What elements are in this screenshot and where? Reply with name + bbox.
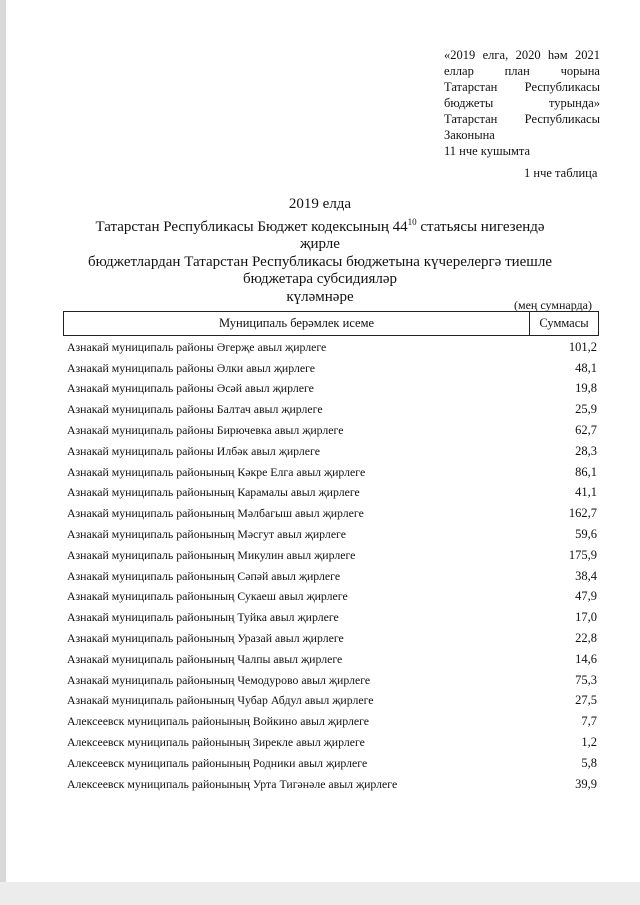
subsidy-amount: 25,9 — [575, 402, 597, 417]
table-row — [63, 337, 599, 358]
subsidy-amount: 7,7 — [581, 714, 597, 729]
subsidy-amount: 75,3 — [575, 672, 597, 687]
table-row — [63, 587, 599, 608]
subsidy-amount: 47,9 — [575, 589, 597, 604]
document-title — [80, 196, 560, 306]
municipality-name: Азнакай муниципаль районы Әлки авыл җирлеге — [67, 360, 316, 375]
municipality-name: Алексеевск муниципаль районының Урта Тигәнәле авыл җирлеге — [67, 776, 398, 791]
municipality-name: Азнакай муниципаль районының Кәкре Елга авыл җирлеге — [67, 464, 366, 479]
table-row — [63, 545, 599, 566]
municipality-name: Азнакай муниципаль районының Карамалы авыл җирлеге — [67, 485, 360, 500]
note-word: 2020 — [515, 48, 541, 62]
subsidy-amount: 1,2 — [581, 735, 597, 750]
table-row — [63, 483, 599, 504]
subsidy-amount: 175,9 — [568, 547, 597, 562]
table-number: 1 нче таблица — [524, 166, 598, 180]
subsidy-amount: 39,9 — [575, 776, 597, 791]
municipality-name: Алексеевск муниципаль районының Войкино авыл җирлеге — [67, 714, 370, 729]
table-row — [63, 774, 599, 795]
table-row — [63, 649, 599, 670]
subsidy-amount: 27,5 — [575, 693, 597, 708]
title-line-2: Татарстан Республикасы Бюджет кодексының $44^{10}$ статьясы нигезендә җирле — [95, 216, 545, 252]
title-line-4: бюджетара субсидияләр — [242, 271, 398, 287]
table-row — [63, 524, 599, 545]
subsidy-amount: 62,7 — [575, 423, 597, 438]
title-line-5: күләмнәре — [286, 288, 354, 305]
municipality-name: Азнакай муниципаль районының Чубар Абдул авыл җирлеге — [67, 693, 374, 708]
table-row — [63, 441, 599, 462]
note-line — [444, 95, 600, 111]
municipality-name: Азнакай муниципаль районының Мәлбагыш авыл җирлеге — [67, 506, 364, 521]
scan-left-edge — [0, 0, 6, 905]
subsidy-amount: 162,7 — [568, 506, 597, 521]
note-word: бюджеты — [444, 96, 494, 110]
municipality-name: Азнакай муниципаль районының Чемодурово авыл җирлеге — [67, 672, 371, 687]
note-word: чорына — [560, 64, 600, 78]
note-line — [444, 143, 600, 159]
municipality-name: Азнакай муниципаль районының Мәсгут авыл җирлеге — [67, 527, 346, 542]
note-word: план — [504, 64, 530, 78]
column-header-municipality: Муниципаль берәмлек исеме — [64, 312, 530, 335]
note-word: һәм — [547, 48, 568, 62]
title-line-3: бюджетлардан Татарстан Республикасы бюджетына күчерелергә тиешле — [87, 253, 553, 270]
note-word: 11 нче кушымта — [444, 144, 531, 158]
note-line — [444, 111, 600, 127]
table-row — [63, 607, 599, 628]
subsidy-amount: 38,4 — [575, 568, 597, 583]
municipality-name: Азнакай муниципаль районының Микулин авыл җирлеге — [67, 547, 356, 562]
table-header — [63, 311, 599, 336]
subsidy-amount: 14,6 — [575, 651, 597, 666]
note-word: Республикасы — [524, 80, 600, 94]
note-word: 2021 — [575, 48, 600, 62]
law-appendix-note — [444, 47, 600, 159]
municipality-name: Азнакай муниципаль районының Туйка авыл җирлеге — [67, 610, 339, 625]
subsidy-table-body — [63, 337, 599, 795]
note-word: елга, — [482, 48, 509, 62]
note-word: турында» — [548, 96, 600, 110]
table-row — [63, 420, 599, 441]
note-line — [444, 127, 600, 143]
subsidy-amount: 19,8 — [575, 381, 597, 396]
note-word: еллар — [444, 64, 474, 78]
subsidy-amount: 48,1 — [575, 360, 597, 375]
unit-note: (мең сумнарда) — [514, 298, 592, 312]
subsidy-amount: 59,6 — [575, 527, 597, 542]
subsidy-amount: 22,8 — [575, 631, 597, 646]
note-word: Татарстан — [444, 112, 498, 126]
table-row — [63, 711, 599, 732]
subsidy-amount: 86,1 — [575, 464, 597, 479]
municipality-name: Азнакай муниципаль районының Сукаеш авыл җирлеге — [67, 589, 348, 604]
title-year: 2019 елда — [288, 196, 352, 212]
municipality-name: Азнакай муниципаль районының Чалпы авыл җирлеге — [67, 651, 343, 666]
note-line — [444, 47, 600, 63]
table-row — [63, 503, 599, 524]
municipality-name: Азнакай муниципаль районы Бирючевка авыл җирлеге — [67, 423, 344, 438]
municipality-name: Азнакай муниципаль районының Уразай авыл җирлеге — [67, 631, 344, 646]
subsidy-amount: 41,1 — [575, 485, 597, 500]
municipality-name: Алексеевск муниципаль районының Зирекле авыл җирлеге — [67, 735, 365, 750]
municipality-name: Азнакай муниципаль районының Сәпәй авыл җирлеге — [67, 568, 341, 583]
table-row — [63, 691, 599, 712]
municipality-name: Алексеевск муниципаль районының Родники авыл җирлеге — [67, 755, 368, 770]
municipality-name: Азнакай муниципаль районы Балтач авыл җирлеге — [67, 402, 323, 417]
subsidy-amount: 101,2 — [568, 339, 597, 354]
note-word: Республикасы — [524, 112, 600, 126]
note-line — [444, 79, 600, 95]
subsidy-amount: 5,8 — [581, 755, 597, 770]
table-row — [63, 399, 599, 420]
table-row — [63, 670, 599, 691]
scan-bottom-edge — [0, 882, 640, 905]
table-row — [63, 566, 599, 587]
note-word: Законына — [444, 128, 495, 142]
table-row — [63, 358, 599, 379]
table-row — [63, 732, 599, 753]
note-line — [444, 63, 600, 79]
column-header-amount: Суммасы — [539, 316, 589, 330]
municipality-name: Азнакай муниципаль районы Илбәк авыл җирлеге — [67, 443, 320, 458]
table-row — [63, 462, 599, 483]
subsidy-amount: 28,3 — [575, 443, 597, 458]
table-row — [63, 379, 599, 400]
note-word: «2019 — [444, 48, 476, 62]
table-row — [63, 753, 599, 774]
municipality-name: Азнакай муниципаль районы Әсәй авыл җирлеге — [67, 381, 314, 396]
table-row — [63, 628, 599, 649]
municipality-name: Азнакай муниципаль районы Әгерҗе авыл җирлеге — [67, 339, 327, 354]
subsidy-amount: 17,0 — [575, 610, 597, 625]
note-word: Татарстан — [444, 80, 498, 94]
